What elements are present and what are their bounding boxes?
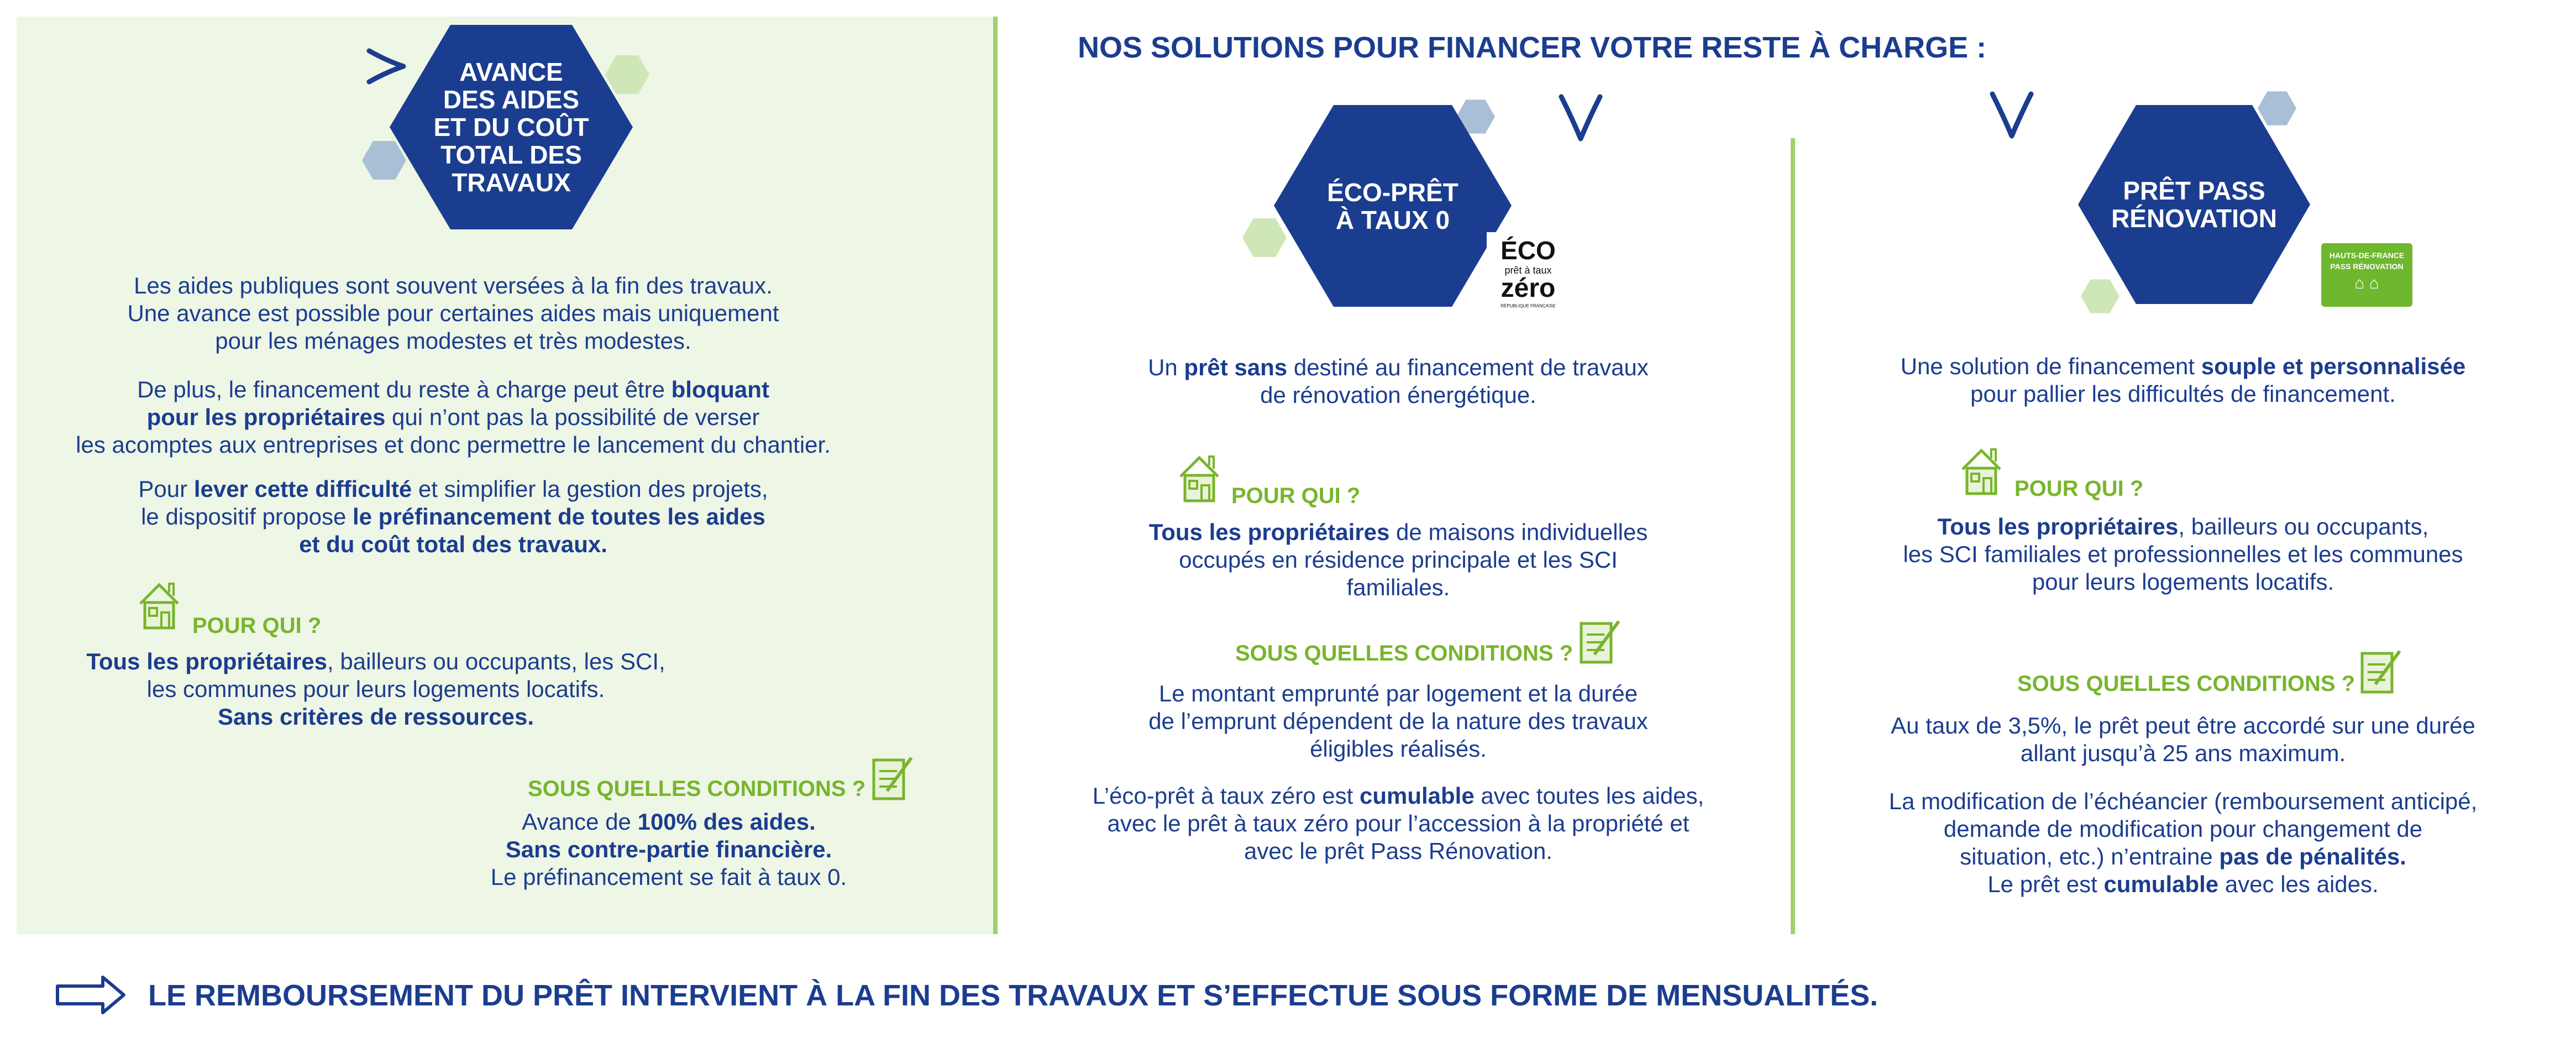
checklist-icon — [870, 754, 915, 804]
eco-conditions-heading: SOUS QUELLES CONDITIONS ? — [1235, 641, 1573, 666]
eco-who-heading: POUR QUI ? — [1231, 484, 1361, 508]
eco-pret-hexagon — [1274, 105, 1512, 307]
advance-who-text: Tous les propriétaires, bailleurs ou occupants, les SCI, les communes pour leurs logements locatifs. Sans critères de ressources. — [86, 648, 665, 730]
pass-renovation-hexagon-title: PRÊT PASS RÉNOVATION — [2111, 176, 2277, 233]
pass-conditions-text: Au taux de 3,5%, le prêt peut être accordé sur une durée allant jusqu’à 25 ans maximum. — [1891, 712, 2475, 766]
house-icon — [137, 579, 181, 632]
column-divider — [1791, 138, 1795, 934]
advance-intro: Les aides publiques sont souvent versées à la fin des travaux. Une avance est possible pour certaines aides mais uniquement pour les ménages modestes et très modestes. — [127, 273, 779, 354]
pass-conditions-heading: SOUS QUELLES CONDITIONS ? — [2017, 672, 2355, 696]
advance-conditions-text: Avance de 100% des aides. Sans contre-partie financière. Le préfinancement se fait à taux 0. — [490, 809, 847, 890]
pass-intro: Une solution de financement souple et personnalisée pour pallier les difficultés de financement. — [1900, 353, 2466, 407]
advance-who-heading: POUR QUI ? — [192, 614, 322, 638]
chevron-down-icon — [1556, 86, 1606, 146]
pass-who-heading: POUR QUI ? — [2014, 476, 2144, 501]
pass-renovation-hexagon — [2078, 105, 2310, 304]
panel-right-border — [993, 17, 998, 934]
eco-conditions-text: Le montant emprunté par logement et la durée de l’emprunt dépendent de la nature des travaux éligibles réalisés. — [1148, 680, 1648, 762]
chevron-down-icon — [1987, 83, 2037, 144]
double-arrow-right-icon — [55, 974, 127, 1016]
checklist-icon — [2359, 648, 2403, 698]
advance-blocking-text: De plus, le financement du reste à charge peut être bloquant pour les propriétaires qui n’ont pas la possibilité de verser les acomptes aux entreprises et donc permettre le lancement du chantier. — [76, 376, 831, 458]
checklist-icon — [1578, 618, 1622, 668]
advance-conditions-heading: SOUS QUELLES CONDITIONS ? — [528, 777, 866, 801]
pass-modification-text: La modification de l’échéancier (remboursement anticipé, demande de modification pour changement de situation, etc.) n’entraine pas de pénalités. Le prêt est cumulable avec les aides. — [1888, 788, 2478, 897]
advance-solution-text: Pour lever cette difficulté et simplifier la gestion des projets, le dispositif propose le préfinancement de toutes les aides et du coût total des travaux. — [138, 476, 768, 557]
house-icon — [1959, 445, 2003, 498]
repayment-note: LE REMBOURSEMENT DU PRÊT INTERVIENT À LA FIN DES TRAVAUX ET S’EFFECTUE SOUS FORME DE MENSUALITÉS. — [148, 979, 1879, 1012]
eco-who-text: Tous les propriétaires de maisons individuelles occupés en résidence principale et les SCI familiales. — [1148, 519, 1648, 600]
eco-pret-hexagon-title: ÉCO-PRÊT À TAUX 0 — [1327, 177, 1458, 234]
eco-ptz-logo: ÉCO prêt à taux zéro RÉPUBLIQUE FRANÇAISE — [1487, 232, 1570, 323]
pass-who-text: Tous les propriétaires, bailleurs ou occupants, les SCI familiales et professionnelles et les communes pour leurs logements locatifs. — [1903, 513, 2463, 595]
page-title: NOS SOLUTIONS POUR FINANCER VOTRE RESTE À CHARGE : — [1078, 31, 1987, 64]
advance-hexagon — [390, 25, 633, 229]
pass-renovation-logo: HAUTS-DE-FRANCE PASS RÉNOVATION ⌂ ⌂ — [2321, 243, 2412, 307]
advance-hexagon-title: AVANCE DES AIDES ET DU COÛT TOTAL DES TRAVAUX — [433, 57, 589, 197]
house-icon — [1177, 452, 1221, 505]
eco-cumulable-text: L’éco-prêt à taux zéro est cumulable avec toutes les aides, avec le prêt à taux zéro pour l’accession à la propriété et avec le prêt Pass Rénovation. — [1092, 783, 1704, 864]
eco-pret-intro: Un prêt sans destiné au financement de travaux de rénovation énergétique. — [1148, 354, 1649, 408]
